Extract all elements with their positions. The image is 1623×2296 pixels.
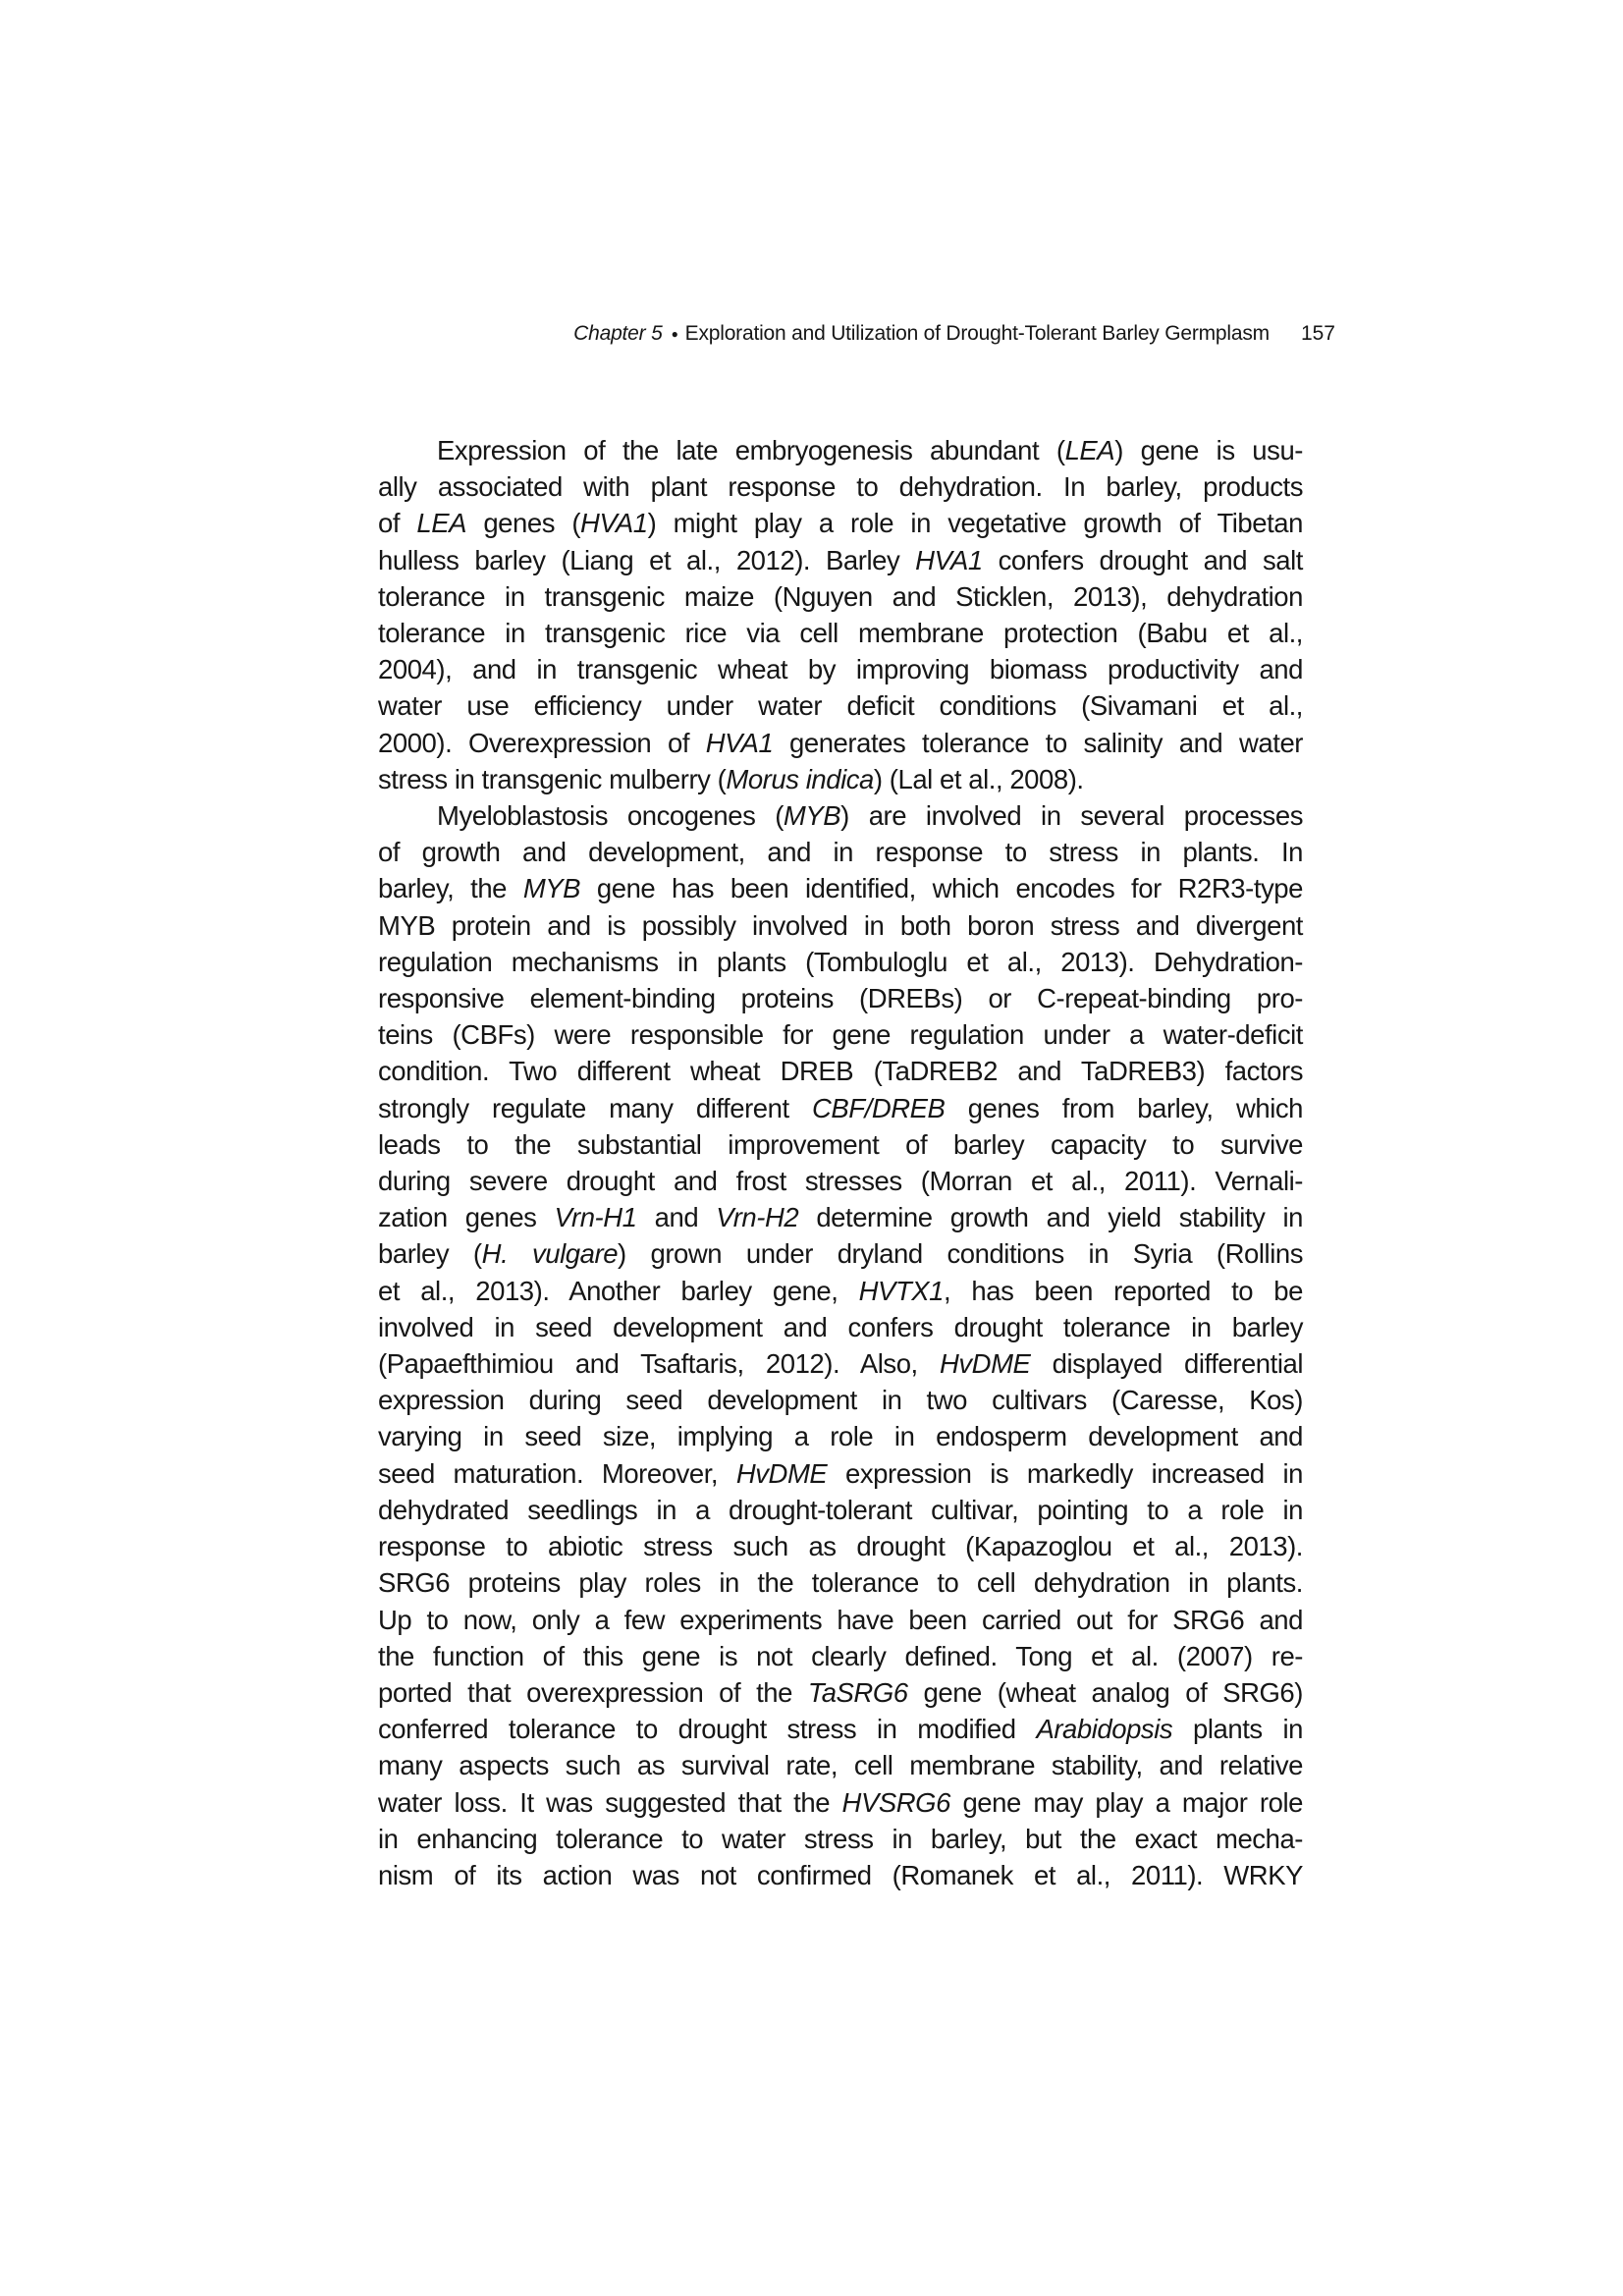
- text-run: stress in transgenic mulberry (: [378, 763, 727, 794]
- paragraph: [378, 432, 1303, 797]
- text-run: involved in seed development and confers drought tolerance in barley: [378, 1311, 1303, 1342]
- italic-term: CBF/DREB: [812, 1092, 946, 1123]
- italic-term: HVTX1: [858, 1275, 945, 1306]
- text-run: strongly regulate many different: [378, 1092, 812, 1123]
- text-run: gene may play a major role: [949, 1786, 1303, 1818]
- text-run: Myeloblastosis oncogenes (: [437, 800, 784, 832]
- text-run: conferred tolerance to drought stress in modified: [378, 1714, 1037, 1745]
- text-run: 2004), and in transgenic wheat by improving biomass productivity and: [378, 654, 1303, 685]
- text-line: [378, 1857, 1303, 1893]
- text-run: regulation mechanisms in plants (Tombuloglu et al., 2013). Dehydration-: [378, 946, 1303, 977]
- italic-term: HVA1: [580, 508, 648, 539]
- italic-term: Morus indica: [726, 763, 874, 794]
- text-run: SRG6 proteins play roles in the tolerance to cell dehydration in plants.: [378, 1567, 1303, 1599]
- text-line: [378, 1821, 1303, 1857]
- italic-term: H. vulgare: [481, 1238, 619, 1270]
- text-line: [378, 1090, 1303, 1126]
- text-line: [378, 834, 1303, 870]
- italic-term: LEA: [416, 508, 466, 539]
- text-line: [378, 1492, 1303, 1528]
- text-run: condition. Two different wheat DREB (TaDREB2 and TaDREB3) factors: [378, 1056, 1303, 1087]
- body-text: [378, 432, 1303, 1893]
- text-run: Up to now, only a few experiments have been carried out for SRG6 and: [378, 1604, 1303, 1635]
- chapter-label: Chapter 5: [573, 322, 663, 345]
- text-line: [378, 1674, 1303, 1711]
- text-run: the function of this gene is not clearly defined. Tong et al. (2007) re-: [378, 1640, 1303, 1671]
- text-line: [378, 1345, 1303, 1382]
- running-header: [378, 322, 1335, 346]
- text-run: plants in: [1172, 1714, 1303, 1745]
- text-run: gene (wheat analog of SRG6): [907, 1676, 1303, 1708]
- text-run: barley (: [378, 1238, 482, 1270]
- text-run: 2000). Overexpression of: [378, 727, 706, 758]
- text-run: expression during seed development in two cultivars (Caresse, Kos): [378, 1385, 1303, 1416]
- text-line: [378, 1235, 1303, 1272]
- italic-term: Vrn-H2: [716, 1202, 799, 1233]
- text-run: dehydrated seedlings in a drought-tolerant cultivar, pointing to a role in: [378, 1494, 1303, 1525]
- text-run: seed maturation. Moreover,: [378, 1457, 736, 1489]
- text-line: [378, 1638, 1303, 1674]
- italic-term: HvDME: [939, 1348, 1031, 1380]
- text-line: [378, 1126, 1303, 1163]
- text-run: ally associated with plant response to dehydration. In barley, products: [378, 471, 1303, 503]
- bullet-icon: ●: [671, 327, 678, 341]
- text-run: tolerance in transgenic rice via cell membrane protection (Babu et al.,: [378, 618, 1303, 649]
- text-line: [378, 907, 1303, 944]
- text-run: and: [636, 1202, 717, 1233]
- text-run: displayed differential: [1030, 1348, 1303, 1380]
- text-run: ) gene is usu-: [1114, 435, 1304, 465]
- text-line: [378, 870, 1303, 906]
- italic-term: HVA1: [705, 727, 774, 758]
- text-run: many aspects such as survival rate, cell membrane stability, and relative: [378, 1750, 1303, 1781]
- text-line: [378, 1528, 1303, 1564]
- text-run: during severe drought and frost stresses (Morran et al., 2011). Vernali-: [378, 1166, 1303, 1197]
- text-line: [378, 980, 1303, 1016]
- text-run: varying in seed size, implying a role in endosperm development and: [378, 1421, 1303, 1452]
- italic-term: MYB: [783, 800, 841, 832]
- text-line: [378, 505, 1303, 541]
- text-run: (Papaefthimiou and Tsaftaris, 2012). Also,: [378, 1348, 940, 1380]
- text-run: MYB protein and is possibly involved in both boron stress and divergent: [378, 909, 1303, 941]
- text-line: [378, 578, 1303, 615]
- text-run: hulless barley (Liang et al., 2012). Barley: [378, 544, 916, 575]
- italic-term: HVSRG6: [841, 1786, 950, 1818]
- italic-term: Arabidopsis: [1036, 1714, 1173, 1745]
- text-run: confers drought and salt: [982, 544, 1303, 575]
- text-line: [378, 1602, 1303, 1638]
- text-run: ported that overexpression of the: [378, 1676, 808, 1708]
- text-run: et al., 2013). Another barley gene,: [378, 1275, 859, 1306]
- text-run: gene has been identified, which encodes for R2R3-type: [580, 873, 1303, 904]
- text-line: [378, 725, 1303, 761]
- text-line: [378, 687, 1303, 724]
- text-run: responsive element-binding proteins (DREBs) or C-repeat-binding pro-: [378, 983, 1303, 1014]
- text-run: nism of its action was not confirmed (Romanek et al., 2011). WRKY: [378, 1859, 1303, 1890]
- text-run: barley, the: [378, 873, 523, 904]
- text-line: [378, 432, 1303, 468]
- text-run: Expression of the late embryogenesis abundant (: [437, 435, 1065, 465]
- text-line: [378, 1711, 1303, 1747]
- text-line: [378, 1016, 1303, 1053]
- text-run: ) (Lal et al., 2008).: [873, 763, 1084, 794]
- text-line: [378, 797, 1303, 834]
- text-line: [378, 1455, 1303, 1492]
- text-run: of: [378, 508, 417, 539]
- italic-term: LEA: [1064, 435, 1115, 465]
- text-line: [378, 1418, 1303, 1454]
- text-run: genes from barley, which: [945, 1092, 1303, 1123]
- text-line: [378, 1273, 1303, 1309]
- text-run: ) might play a role in vegetative growth of Tibetan: [647, 508, 1303, 539]
- text-line: [378, 1747, 1303, 1783]
- header-text: [573, 322, 1270, 346]
- italic-term: HVA1: [915, 544, 983, 575]
- text-run: in enhancing tolerance to water stress in barley, but the exact mecha-: [378, 1823, 1303, 1854]
- text-run: , has been reported to be: [944, 1275, 1303, 1306]
- text-run: response to abiotic stress such as drought (Kapazoglou et al., 2013).: [378, 1531, 1303, 1562]
- text-run: zation genes: [378, 1202, 555, 1233]
- text-run: tolerance in transgenic maize (Nguyen and Sticklen, 2013), dehydration: [378, 580, 1303, 612]
- text-run: water loss. It was suggested that the: [378, 1786, 842, 1818]
- text-line: [378, 1382, 1303, 1418]
- text-run: ) grown under dryland conditions in Syria (Rollins: [618, 1238, 1303, 1270]
- text-line: [378, 1309, 1303, 1345]
- text-line: [378, 615, 1303, 651]
- text-run: teins (CBFs) were responsible for gene regulation under a water-deficit: [378, 1019, 1303, 1051]
- text-run: water use efficiency under water deficit conditions (Sivamani et al.,: [378, 690, 1303, 722]
- text-run: leads to the substantial improvement of barley capacity to survive: [378, 1128, 1303, 1160]
- text-run: generates tolerance to salinity and water: [773, 727, 1303, 758]
- text-line: [378, 1784, 1303, 1821]
- text-run: ) are involved in several processes: [840, 800, 1303, 832]
- text-line: [378, 542, 1303, 578]
- text-run: determine growth and yield stability in: [798, 1202, 1303, 1233]
- italic-term: Vrn-H1: [554, 1202, 637, 1233]
- text-line: [378, 1163, 1303, 1199]
- text-line: [378, 468, 1303, 505]
- text-run: of growth and development, and in response to stress in plants. In: [378, 837, 1303, 868]
- text-run: genes (: [466, 508, 581, 539]
- text-run: expression is markedly increased in: [827, 1457, 1303, 1489]
- italic-term: TaSRG6: [807, 1676, 908, 1708]
- text-line: [378, 651, 1303, 687]
- text-line: [378, 1199, 1303, 1235]
- text-line: [378, 761, 1303, 797]
- text-line: [378, 1053, 1303, 1089]
- paragraph: [378, 797, 1303, 1893]
- text-line: [378, 944, 1303, 980]
- italic-term: MYB: [522, 873, 581, 904]
- italic-term: HvDME: [735, 1457, 828, 1489]
- text-line: [378, 1564, 1303, 1601]
- chapter-title: Exploration and Utilization of Drought-Tolerant Barley Germplasm: [684, 322, 1270, 345]
- page-number: 157: [1300, 322, 1335, 345]
